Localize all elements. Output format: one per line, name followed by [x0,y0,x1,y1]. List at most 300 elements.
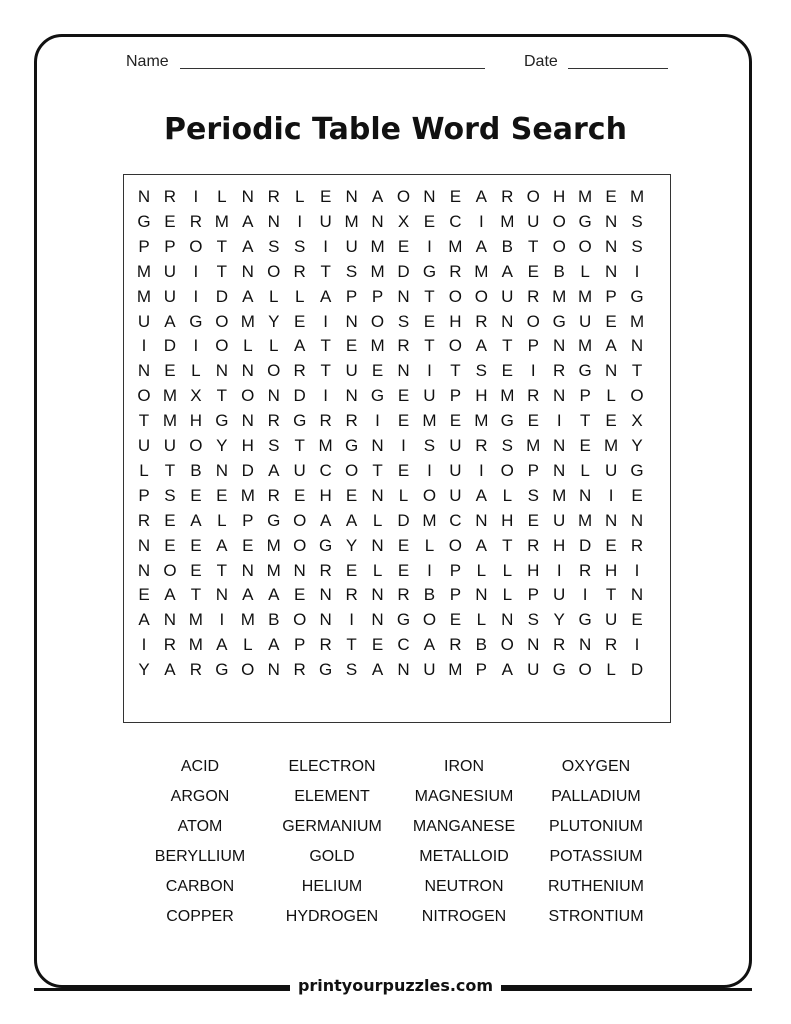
grid-letter: S [527,485,539,505]
word-item: CARBON [165,878,235,895]
grid-letter: G [630,286,644,306]
grid-letter: H [604,560,618,580]
grid-letter: D [293,386,306,406]
word-column [125,757,275,937]
grid-letter: A [216,535,228,555]
grid-letter: P [164,236,176,256]
word-item: POTASSIUM [549,848,643,865]
word-item: ACID [180,758,220,775]
grid-letter: T [579,411,591,431]
grid-letter: M [500,386,515,406]
grid-letter: T [424,286,435,306]
grid-letter: I [323,386,328,406]
date-line [568,68,668,69]
grid-letter: M [136,261,152,281]
grid-letter: H [553,535,566,555]
grid-letter: G [137,211,151,231]
grid-letter: N [371,535,384,555]
grid-letter: N [630,336,644,356]
grid-letter: L [294,187,305,206]
grid-letter: T [216,236,228,256]
grid-letter: O [474,286,488,306]
grid-letter: X [397,211,410,231]
grid-letter: I [323,311,328,331]
grid-letter: E [449,187,462,206]
grid-letter: I [582,585,588,605]
grid-letter: R [267,187,280,206]
grid-letter: E [345,485,358,505]
grid-letter: N [501,610,514,630]
grid-letter: I [530,361,536,381]
grid-letter: B [553,261,565,281]
grid-letter: G [630,460,644,480]
grid-letter: E [319,187,332,206]
grid-letter: A [475,187,488,206]
grid-letter: L [243,336,253,356]
grid-letter: R [630,535,644,555]
grid-letter: H [501,510,514,530]
grid-letter: M [266,560,281,580]
grid-letter: N [397,286,410,306]
grid-letter: U [449,485,462,505]
grid-letter: E [397,560,410,580]
grid-letter: P [138,236,150,256]
grid-letter: A [164,311,176,331]
grid-letter: Y [268,311,280,331]
grid-letter: A [268,460,280,480]
grid-letter: P [449,386,462,406]
grid-letter: O [422,485,437,505]
grid-letter: N [397,361,410,381]
grid-letter: C [449,510,462,530]
grid-letter: S [345,660,358,680]
grid-letter: E [631,610,643,630]
grid-letter: E [345,560,358,580]
grid-letter: L [424,535,435,555]
grid-letter: M [240,485,255,505]
grid-letter: T [216,386,228,406]
grid-letter: H [475,386,488,406]
grid-letter: P [294,635,306,655]
grid-letter: M [370,236,385,256]
grid-letter: O [215,336,229,356]
grid-letter: D [241,460,254,480]
grid-letter: O [293,510,307,530]
letter-grid [123,174,671,723]
word-item: COPPER [166,908,234,925]
grid-letter: U [553,510,566,530]
grid-letter: M [629,311,645,331]
date-label: Date [524,53,558,70]
grid-letter: N [241,560,254,580]
grid-letter: N [215,585,228,605]
grid-letter: U [423,386,436,406]
grid-letter: O [267,361,281,381]
grid-letter: E [190,485,202,505]
grid-letter: O [137,386,151,406]
grid-letter: H [527,560,540,580]
grid-letter: G [578,211,592,231]
grid-letter: O [448,535,462,555]
grid-letter: M [578,187,593,206]
grid-letter: S [501,436,513,455]
grid-letter: N [604,361,618,381]
grid-letter: G [344,436,359,455]
grid-letter: U [579,311,592,331]
grid-letter: E [631,485,643,505]
grid-letter: X [631,411,643,431]
grid-letter: G [189,311,203,331]
word-item: PALLADIUM [551,788,641,805]
grid-letter: E [579,436,591,455]
grid-letter: S [268,236,280,256]
word-item: ELECTRON [288,758,376,775]
grid-letter: T [502,336,513,356]
grid-letter: M [448,236,463,256]
grid-letter: U [501,286,514,306]
grid-letter: I [556,411,562,431]
grid-letter: M [188,635,203,655]
grid-letter: I [427,460,432,480]
grid-letter: N [137,187,151,206]
grid-letter: N [527,635,540,655]
grid-letter: T [294,436,305,455]
word-item: GERMANIUM [282,818,382,835]
grid-letter: L [606,660,616,680]
grid-letter: A [605,336,617,356]
grid-letter: R [293,261,306,281]
word-item: NITROGEN [421,908,507,925]
word-column [389,757,539,937]
grid-letter: I [427,560,432,580]
grid-letter: S [294,236,306,256]
grid-letter: R [319,411,332,431]
grid-letter: S [475,361,488,381]
grid-letter: T [138,411,150,431]
grid-letter: P [475,660,488,680]
grid-letter: H [553,187,566,206]
grid-letter: N [371,585,384,605]
word-item: BERYLLIUM [154,848,246,865]
grid-letter: L [502,560,513,580]
grid-letter: E [527,510,539,530]
grid-letter: E [605,311,617,331]
grid-letter: N [241,261,254,281]
grid-letter: B [268,610,280,630]
grid-letter: P [242,510,254,530]
grid-letter: N [267,386,280,406]
grid-letter: I [427,361,432,381]
grid-letter: R [527,386,540,406]
grid-letter: S [527,610,539,630]
grid-letter: I [193,261,199,281]
grid-letter: A [475,535,488,555]
grid-letter: I [141,635,147,655]
grid-letter: N [319,585,332,605]
grid-letter: T [320,261,331,281]
grid-letter: N [371,211,384,231]
grid-letter: N [501,311,514,331]
grid-letter: A [268,635,280,655]
grid-letter: T [190,585,202,605]
grid-letter: N [241,361,254,381]
grid-letter: N [137,560,151,580]
grid-letter: L [502,585,513,605]
grid-letter: O [215,311,229,331]
grid-letter: R [397,336,410,356]
word-item: MAGNESIUM [414,788,514,805]
grid-letter: L [269,286,279,306]
grid-letter: I [608,485,614,505]
grid-letter: N [604,236,618,256]
grid-letter: B [423,585,436,605]
grid-letter: N [371,610,384,630]
grid-letter: L [502,485,513,505]
grid-letter: R [553,361,566,381]
grid-letter: N [319,610,332,630]
grid-letter: L [372,560,383,580]
grid-letter: X [190,386,202,406]
grid-letter: L [398,485,409,505]
grid-letter: R [345,585,358,605]
grid-letter: N [137,535,151,555]
grid-letter: R [319,560,332,580]
grid-letter: L [476,560,487,580]
grid-letter: P [449,585,462,605]
grid-letter: P [527,585,539,605]
grid-letter: R [553,635,566,655]
grid-letter: M [604,436,619,455]
grid-letter: I [478,211,484,231]
grid-letter: A [190,510,202,530]
grid-letter: N [267,211,280,231]
grid-letter: L [139,460,149,480]
grid-letter: I [634,261,640,281]
grid-letter: E [164,510,176,530]
grid-letter: U [345,236,358,256]
grid-letter: N [371,436,384,455]
grid-letter: M [344,211,359,231]
grid-letter: M [136,286,152,306]
grid-letter: E [164,211,176,231]
grid-letter: E [371,361,384,381]
grid-letter: E [501,361,513,381]
grid-letter: O [396,187,411,206]
grid-letter: O [189,236,203,256]
grid-letter: S [345,261,358,281]
grid-letter: R [501,187,514,206]
grid-letter: M [214,211,229,231]
grid-letter: G [578,361,592,381]
grid-letter: U [163,261,177,281]
grid-letter: M [500,211,515,231]
grid-letter: U [449,460,462,480]
grid-letter: M [448,660,463,680]
grid-letter: S [164,485,176,505]
grid-letter: U [449,436,462,455]
grid-letter: M [526,436,541,455]
grid-letter: T [216,261,228,281]
grid-letter: R [267,411,280,431]
grid-letter: P [605,286,617,306]
grid-letter: A [242,286,254,306]
grid-letter: O [578,660,592,680]
grid-letter: D [579,535,592,555]
grid-letter: I [323,236,328,256]
grid-letter: I [634,635,640,655]
grid-letter: D [630,660,644,680]
grid-letter: A [345,510,358,530]
grid-letter: N [371,485,384,505]
grid-letter: R [527,286,540,306]
grid-letter: A [501,261,513,281]
grid-letter: A [475,336,488,356]
grid-letter: O [526,187,540,206]
grid-letter: R [189,660,203,680]
grid-letter: O [189,436,203,455]
grid-letter: N [604,261,618,281]
grid-letter: S [397,311,410,331]
grid-letter: M [474,261,489,281]
grid-letter: L [606,386,616,406]
grid-letter: U [553,585,566,605]
grid-letter: U [163,286,177,306]
grid-letter: N [475,510,488,530]
grid-letter: P [345,286,358,306]
grid-letter: M [370,336,385,356]
grid-letter: E [397,460,410,480]
grid-letter: L [269,336,279,356]
grid-letter: I [141,336,147,356]
grid-letter: N [630,585,644,605]
grid-letter: L [372,510,383,530]
grid-letter: O [630,386,644,406]
grid-letter: G [578,610,592,630]
grid-letter: E [449,411,462,431]
name-label: Name [126,53,169,70]
grid-letter: I [349,610,354,630]
word-item: ATOM [177,818,223,835]
grid-letter: M [474,411,489,431]
site-credit: printyourpuzzles.com [290,976,501,995]
grid-letter: S [631,236,643,256]
grid-letter: E [605,535,617,555]
grid-letter: A [294,336,306,356]
grid-letter: B [190,460,202,480]
grid-letter: G [319,535,333,555]
grid-letter: T [528,236,539,256]
grid-letter: E [138,585,150,605]
grid-letter: O [293,535,307,555]
grid-letter: H [241,436,254,455]
grid-letter: S [423,436,436,455]
grid-letter: T [372,460,383,480]
grid-letter: P [527,460,539,480]
grid-letter: M [318,436,333,455]
grid-letter: A [268,585,280,605]
grid-letter: E [423,211,436,231]
grid-letter: O [552,211,566,231]
grid-letter: A [319,510,332,530]
grid-letter: T [450,361,461,381]
grid-letter: I [478,460,484,480]
grid-letter: T [631,361,643,381]
grid-letter: T [216,560,228,580]
grid-letter: O [163,560,177,580]
grid-letter: O [448,286,462,306]
word-item: PLUTONIUM [549,818,643,835]
grid-letter: L [476,610,487,630]
grid-letter: R [267,485,280,505]
word-item: GOLD [309,848,355,865]
grid-letter: S [268,436,280,455]
grid-letter: E [190,560,202,580]
grid-letter: N [267,660,280,680]
name-line [180,68,485,69]
grid-letter: O [293,610,307,630]
grid-letter: G [215,411,229,431]
grid-letter: O [552,236,566,256]
footer [0,976,791,995]
grid-letter: A [423,635,436,655]
grid-letter: G [552,311,566,331]
grid-letter: N [604,510,618,530]
grid-letter: N [579,485,592,505]
grid-letter: O [241,386,255,406]
grid-letter: A [475,485,488,505]
grid-letter: I [219,610,225,630]
grid-letter: G [293,411,307,431]
grid-letter: U [137,436,151,455]
grid-letter: D [397,261,410,281]
grid-letter: A [242,585,254,605]
grid-letter: A [475,236,488,256]
grid-letter: U [527,211,540,231]
grid-letter: O [500,460,514,480]
grid-letter: O [241,660,255,680]
grid-letter: H [449,311,462,331]
grid-letter: R [345,411,358,431]
grid-letter: L [580,460,590,480]
page-title: Periodic Table Word Search [164,112,627,147]
grid-letter: E [605,411,617,431]
grid-letter: Y [631,436,643,455]
grid-letter: A [319,286,332,306]
grid-letter: L [580,261,590,281]
grid-letter: N [630,510,644,530]
grid-letter: M [240,311,255,331]
grid-letter: N [553,336,566,356]
grid-letter: I [193,336,199,356]
grid-letter: L [217,510,227,530]
grid-letter: R [163,187,177,206]
grid-letter: N [215,460,228,480]
grid-letter: I [193,286,199,306]
grid-letter: P [449,560,462,580]
grid-letter: L [191,361,201,381]
grid-letter: G [370,386,385,406]
grid-letter: T [502,535,513,555]
grid-letter: A [371,660,384,680]
grid-letter: E [397,236,410,256]
grid-letter: M [266,535,281,555]
grid-letter: E [527,261,539,281]
grid-letter: N [293,560,306,580]
grid-letter: N [553,386,566,406]
grid-letter: M [422,510,437,530]
grid-letter: M [240,610,255,630]
grid-letter: A [164,585,176,605]
